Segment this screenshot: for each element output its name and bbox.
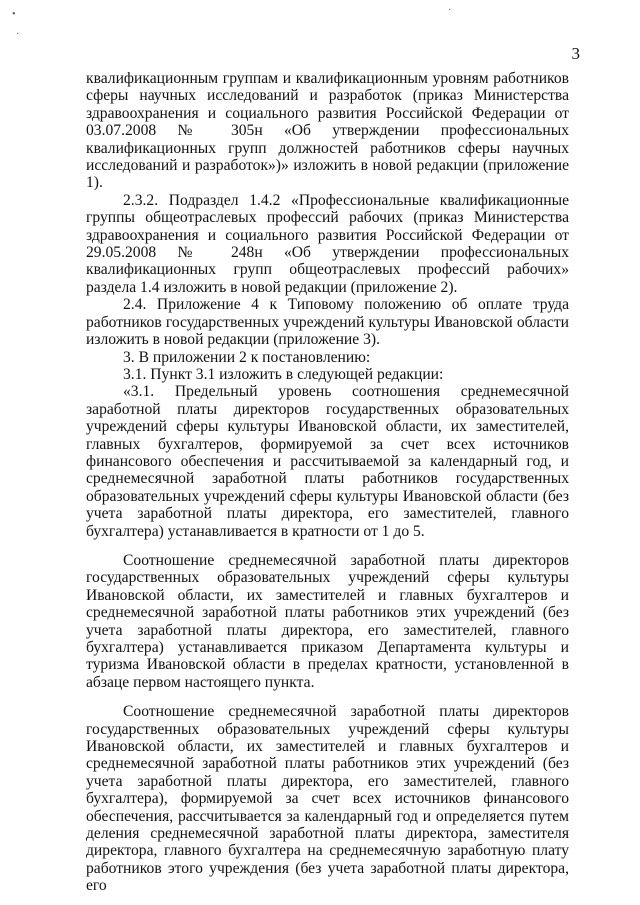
document-body — [86, 70, 569, 895]
paragraph: 3.1. Пункт 3.1 изложить в следующей редакции: — [123, 365, 444, 383]
scan-mark: · — [16, 29, 20, 40]
paragraph: 2.4. Приложение 4 к Типовому положению об оплате труда работников государственных учреждений культуры Ивановской области изложить в новой редакции (приложение 3). — [86, 296, 569, 349]
paragraph: «3.1. Предельный уровень соотношения среднемесячной заработной платы директоров государственных образовательных учреждений сферы культуры Ивановской области, их заместителей, главных бухгалтеров, формируемой за счет всех источников финансового обеспечения и рассчитываемой за календарный год, и среднемесячной заработной платы работников государственных образовательных учреждений сферы культуры Ивановской области (без учета заработной платы директора, его заместителей, главного бухгалтера) устанавливается в кратности от 1 до 5. — [86, 383, 569, 540]
paragraph: 2.3.2. Подраздел 1.4.2 «Профессиональные квалификационные группы общеотраслевых профессий рабочих (приказ Министерства здравоохранения и социального развития Российской Федерации от 29.05.2008 № 248н «Об утверждении профессиональных квалификационных групп общеотраслевых профессий рабочих» раздела 1.4 изложить в новой редакции (приложение 2). — [86, 191, 569, 296]
paragraph: Соотношение среднемесячной заработной платы директоров государственных образовательных учреждений сферы культуры Ивановской области, их заместителей и главных бухгалтеров и среднемесячной заработной платы работников этих учреждений (без учета заработной платы директора, его заместителей, главного бухгалтера) устанавливается приказом Департамента культуры и туризма Ивановской области в пределах кратности, установленной в абзаце первом настоящего пункта. — [86, 551, 569, 691]
page-number: 3 — [571, 44, 580, 63]
paragraph: квалификационным группам и квалификационным уровням работников сферы научных исследований и разработок (приказ Министерства здравоохранения и социального развития Российской Федерации от 03.07.2008 № 305н «Об утверждении профессиональных квалификационных групп должностей работников сферы научных исследований и разработок»)» изложить в новой редакции (приложение 1). — [86, 70, 569, 192]
scan-mark: • — [12, 9, 16, 20]
scan-mark: · — [448, 5, 452, 16]
paragraph: 3. В приложении 2 к постановлению: — [123, 348, 371, 366]
paragraph: Соотношение среднемесячной заработной платы директоров государственных образовательных учреждений сферы культуры Ивановской области, их заместителей и главных бухгалтеров и среднемесячной заработной платы работников этих учреждений (без учета заработной платы директора, его заместителей, главного бухгалтера), формируемой за счет всех источников финансового обеспечения, рассчитывается за календарный год и определяется путем деления среднемесячной заработной платы директора, заместителя директора, главного бухгалтера на среднемесячную заработную плату работников этого учреждения (без учета заработной платы директора, его — [86, 703, 569, 895]
